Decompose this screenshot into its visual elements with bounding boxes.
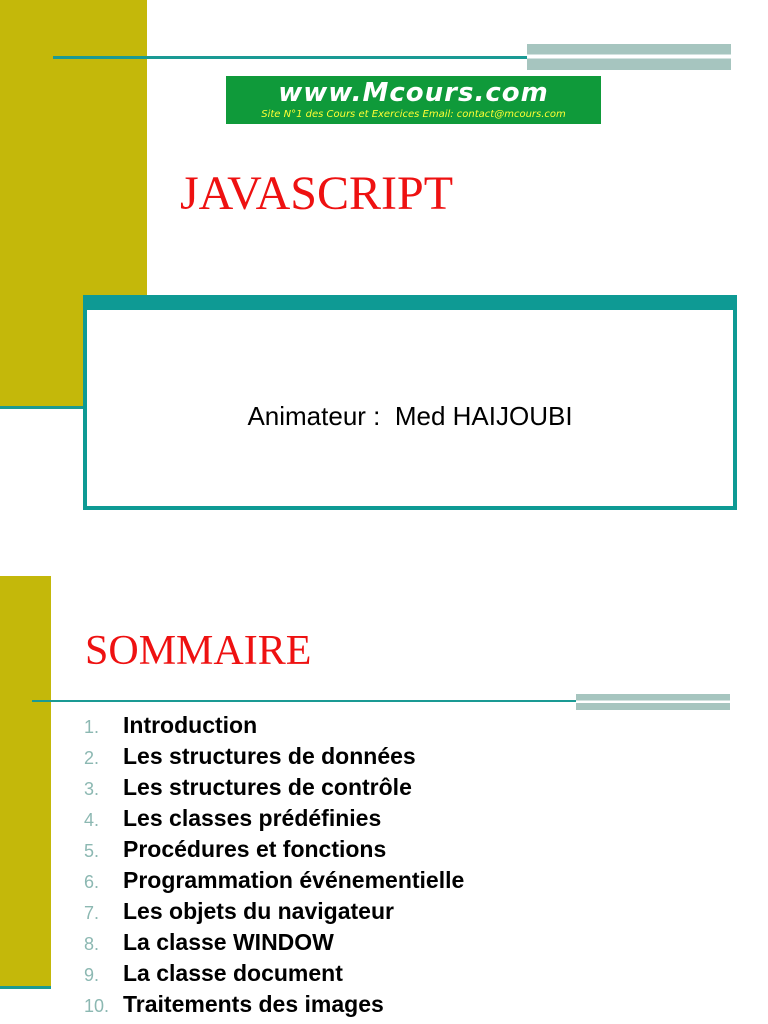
list-item <box>84 865 464 896</box>
item-number: 10. <box>84 996 110 1016</box>
item-number: 4. <box>84 810 100 830</box>
presenter-name: Med HAIJOUBI <box>394 401 573 431</box>
teal-divider-line-bottom <box>0 986 51 989</box>
list-item <box>84 741 464 772</box>
presenter-line <box>87 400 733 432</box>
item-label: Traitements des images <box>123 991 384 1017</box>
item-number: 9. <box>84 965 100 985</box>
item-number: 2. <box>84 748 100 768</box>
decorative-stripes <box>527 44 731 70</box>
summary-title: SOMMAIRE <box>85 628 312 674</box>
item-number: 5. <box>84 841 100 861</box>
item-label: Les classes prédéfinies <box>123 805 382 831</box>
list-item <box>84 834 464 865</box>
item-number: 8. <box>84 934 100 954</box>
item-label: Les objets du navigateur <box>123 898 394 924</box>
item-label: La classe document <box>123 960 343 986</box>
list-item <box>84 710 464 741</box>
teal-divider-line-bottom <box>0 406 88 409</box>
item-label: Introduction <box>123 712 258 738</box>
decorative-stripes <box>576 694 730 710</box>
banner-tagline: Site N°1 des Cours et Exercices Email: contact@mcours.com <box>261 109 566 120</box>
item-label: Les structures de données <box>123 743 416 769</box>
table-of-contents <box>84 710 464 1020</box>
presenter-label: Animateur : <box>247 401 388 431</box>
list-item <box>84 896 464 927</box>
list-item <box>84 989 464 1020</box>
item-number: 7. <box>84 903 100 923</box>
list-item <box>84 958 464 989</box>
list-item <box>84 772 464 803</box>
mcours-banner[interactable] <box>226 76 601 124</box>
olive-side-bar <box>0 576 51 988</box>
list-item <box>84 927 464 958</box>
slide-title: JAVASCRIPT <box>180 167 454 220</box>
banner-url: www.Mcours.com <box>278 78 549 108</box>
item-label: Programmation événementielle <box>123 867 465 893</box>
item-label: Procédures et fonctions <box>123 836 387 862</box>
item-number: 6. <box>84 872 100 892</box>
item-label: Les structures de contrôle <box>123 774 412 800</box>
item-number: 3. <box>84 779 100 799</box>
list-item <box>84 803 464 834</box>
item-label: La classe WINDOW <box>123 929 334 955</box>
item-number: 1. <box>84 717 100 737</box>
presenter-box <box>83 295 737 510</box>
